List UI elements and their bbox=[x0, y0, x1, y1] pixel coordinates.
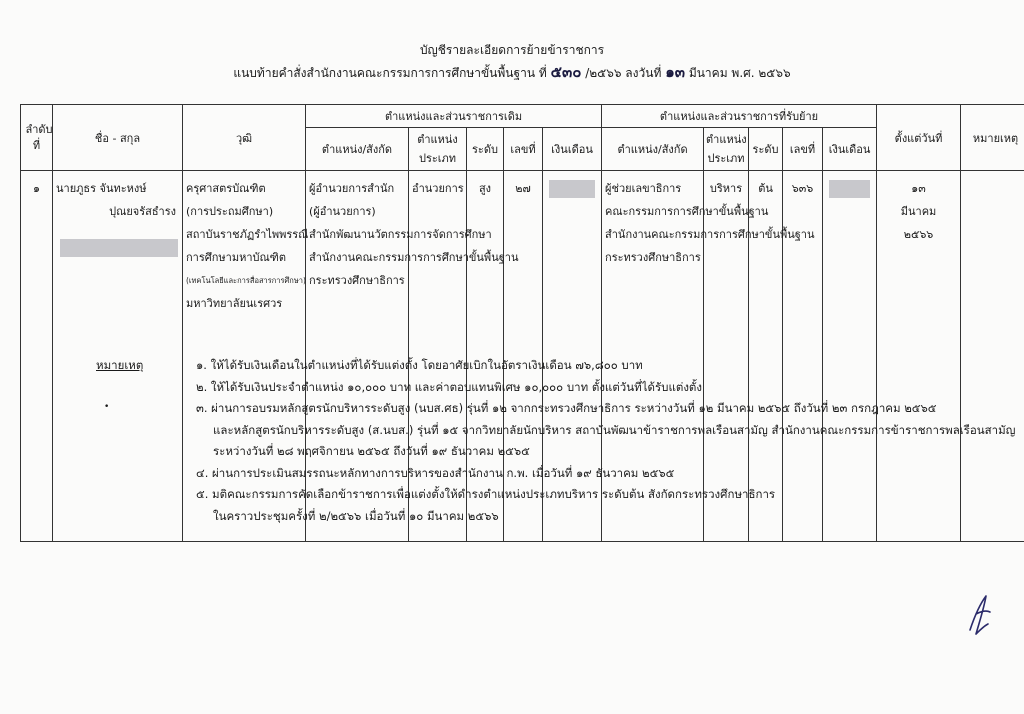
row-new-type: บริหาร bbox=[704, 171, 749, 542]
old-position-line: (ผู้อำนวยการ) bbox=[309, 205, 376, 218]
signature-mark bbox=[962, 590, 996, 640]
old-position-line: สำนักงานคณะกรรมการการศึกษาขั้นพื้นฐาน bbox=[309, 251, 519, 264]
note-line: และหลักสูตรนักบริหารระดับสูง (ส.นบส.) รุ่นที่ ๑๕ จากวิทยาลัยนักบริหาร สถาบันพัฒนาข้าราชการพลเรือนสามัญ สำนักงานคณะกรรมการข้าราชการพลเรือนสามัญ bbox=[213, 422, 1016, 437]
redacted-block bbox=[60, 239, 178, 257]
document-title: บัญชีรายละเอียดการย้ายข้าราชการ bbox=[419, 43, 605, 57]
effective-line: ๑๓ bbox=[911, 182, 926, 195]
note-line: ๒. ให้ได้รับเงินประจำตำแหน่ง ๑๐,๐๐๐ บาท และค่าตอบแทนพิเศษ ๑๐,๐๐๐ บาท ตั้งแต่วันที่ได้รับแต่งตั้ง bbox=[196, 379, 703, 394]
note-line: ในคราวประชุมครั้งที่ ๒/๒๕๖๖ เมื่อวันที่ ๑๐ มีนาคม ๒๕๖๖ bbox=[213, 508, 499, 523]
bullet-mark: • bbox=[104, 402, 110, 412]
old-position-line: สำนักพัฒนานวัตกรรมการจัดการศึกษา bbox=[309, 228, 492, 241]
redacted-salary bbox=[549, 180, 595, 198]
header-new-number: เลขที่ bbox=[783, 128, 823, 171]
name-line2: ปุณยจรัสธำรง bbox=[109, 205, 176, 218]
header-new-level: ระดับ bbox=[749, 128, 783, 171]
subtitle-part1: แนบท้ายคำสั่งสำนักงานคณะกรรมการการศึกษาขั้นพื้นฐาน ที่ bbox=[233, 66, 547, 80]
header-original-group: ตำแหน่งและส่วนราชการเดิม bbox=[306, 105, 602, 128]
note-line: ๓. ผ่านการอบรมหลักสูตรนักบริหารระดับสูง (นบส.ศธ) รุ่นที่ ๑๒ จากกระทรวงศึกษาธิการ ระหว่างวันที่ ๑๒ มีนาคม ๒๕๖๕ ถึงวันที่ ๒๓ กรกฎาคม ๒๕๖๕ bbox=[196, 401, 937, 415]
note-line: ระหว่างวันที่ ๒๘ พฤศจิกายน ๒๕๖๕ ถึงวันที่ ๑๙ ธันวาคม ๒๕๖๕ bbox=[213, 444, 530, 458]
note-line: ๑. ให้ได้รับเงินเดือนในตำแหน่งที่ได้รับแต่งตั้ง โดยอาศัยเบิกในอัตราเงินเดือน ๗๖,๘๐๐ บาท bbox=[196, 358, 643, 372]
order-day: ๑๓ bbox=[665, 63, 685, 81]
qualification-line: ครุศาสตรบัณฑิต bbox=[186, 182, 266, 195]
row-new-level: ต้น bbox=[749, 171, 783, 542]
notes-list bbox=[196, 355, 1016, 527]
subtitle-part3: มีนาคม พ.ศ. ๒๕๖๖ bbox=[688, 66, 791, 80]
qualification-line: มหาวิทยาลัยนเรศวร bbox=[186, 297, 283, 310]
row-no: ๑ bbox=[21, 171, 53, 542]
row-old-type: อำนวยการ bbox=[409, 171, 467, 542]
notes-title: หมายเหตุ bbox=[96, 358, 144, 372]
order-number: ๕๓๐ bbox=[550, 63, 582, 81]
header-no: ลำดับที่ bbox=[21, 105, 53, 171]
header-old-salary: เงินเดือน bbox=[543, 128, 602, 171]
old-position-line: กระทรวงศึกษาธิการ bbox=[309, 274, 405, 287]
row-old-number: ๒๗ bbox=[504, 171, 543, 542]
subtitle-part2: /๒๕๖๖ ลงวันที่ bbox=[585, 66, 662, 80]
name-line1: นายภูธร จันทะหงษ์ bbox=[56, 182, 147, 195]
qualification-line: (เทคโนโลยีและการสื่อสารการศึกษา) bbox=[186, 276, 306, 285]
new-position-line: สำนักงานคณะกรรมการการศึกษาขั้นพื้นฐาน bbox=[605, 228, 815, 241]
header-remarks: หมายเหตุ bbox=[961, 105, 1024, 171]
header-new-position: ตำแหน่ง/สังกัด bbox=[602, 128, 704, 171]
header-qualification: วุฒิ bbox=[183, 105, 306, 171]
note-line: ๕. มติคณะกรรมการคัดเลือกข้าราชการเพื่อแต่งตั้งให้ดำรงตำแหน่งประเภทบริหาร ระดับต้น สังกัดกระทรวงศึกษาธิการ bbox=[196, 487, 776, 501]
new-position-line: ผู้ช่วยเลขาธิการ bbox=[605, 182, 682, 195]
header-effective-date: ตั้งแต่วันที่ bbox=[877, 105, 961, 171]
qualification-line: (การประถมศึกษา) bbox=[186, 205, 274, 218]
header-name: ชื่อ - สกุล bbox=[53, 105, 183, 171]
new-position-line: คณะกรรมการการศึกษาขั้นพื้นฐาน bbox=[605, 205, 769, 218]
row-new-number: ๖๓๖ bbox=[783, 171, 823, 542]
note-line: ๔. ผ่านการประเมินสมรรถนะหลักทางการบริหารของสำนักงาน ก.พ. เมื่อวันที่ ๑๙ ธันวาคม ๒๕๖๕ bbox=[196, 465, 675, 480]
qualification-line: สถาบันราชภัฏรำไพพรรณี bbox=[186, 228, 309, 241]
document-subtitle bbox=[0, 64, 1024, 81]
header-old-type: ตำแหน่ง ประเภท bbox=[409, 128, 467, 171]
qualification-line: การศึกษามหาบัณฑิต bbox=[186, 251, 286, 264]
new-position-line: กระทรวงศึกษาธิการ bbox=[605, 251, 701, 264]
header-old-position: ตำแหน่ง/สังกัด bbox=[306, 128, 409, 171]
effective-line: ๒๕๖๖ bbox=[903, 228, 934, 241]
header-old-number: เลขที่ bbox=[504, 128, 543, 171]
old-position-line: ผู้อำนวยการสำนัก bbox=[309, 182, 395, 195]
header-old-level: ระดับ bbox=[467, 128, 504, 171]
row-old-level: สูง bbox=[467, 171, 504, 542]
header-new-salary: เงินเดือน bbox=[823, 128, 877, 171]
redacted-salary bbox=[829, 180, 870, 198]
header-new-group: ตำแหน่งและส่วนราชการที่รับย้าย bbox=[602, 105, 877, 128]
effective-line: มีนาคม bbox=[900, 205, 937, 218]
header-new-type: ตำแหน่ง ประเภท bbox=[704, 128, 749, 171]
